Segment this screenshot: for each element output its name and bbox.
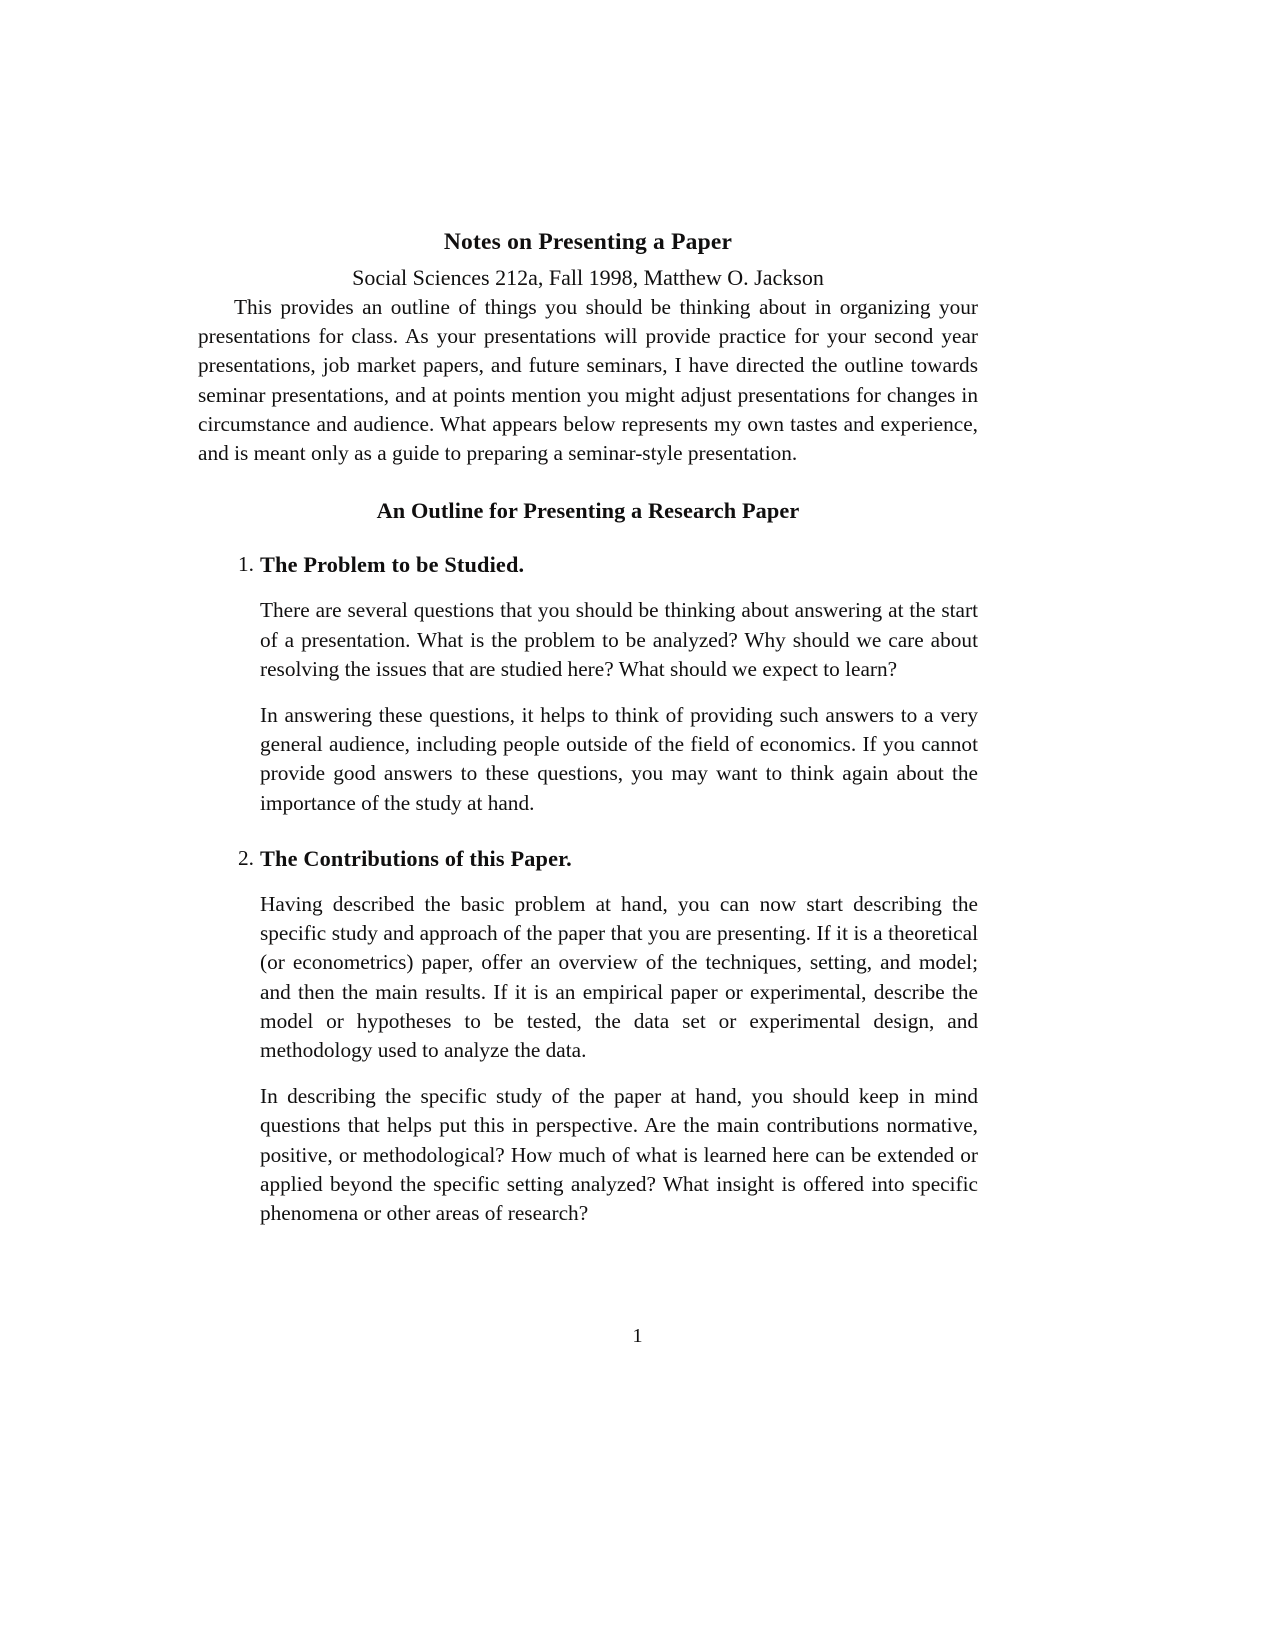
page-number: 1 — [632, 1325, 643, 1347]
page-title: Notes on Presenting a Paper — [443, 229, 733, 255]
list-item — [198, 844, 978, 1228]
intro-paragraph: This provides an outline of things you should be thinking about in organizing your presentations for class. As your presentations will provide practice for your second year presentations, job market papers, and future seminars, I have directed the outline towards seminar presentations, and at points mention you might adjust presentations for changes in circumstance and audience. What appears below represents my own tastes and experience, and is meant only as a guide to preparing a seminar-style presentation. — [198, 294, 978, 465]
list-item — [198, 550, 978, 818]
list-item-number: 1. — [238, 552, 254, 577]
list-item-paragraph: In describing the specific study of the paper at hand, you should keep in mind questions that helps put this in perspective. Are the main contributions normative, positive, or methodological? How much of what is learned here can be extended or applied beyond the specific setting analyzed? What insight is offered into specific phenomena or other areas of research? — [260, 1084, 978, 1226]
document-content — [198, 228, 978, 1228]
list-item-title: The Contributions of this Paper. — [260, 845, 572, 871]
document-subtitle: Social Sciences 212a, Fall 1998, Matthew O. Jackson — [352, 265, 824, 291]
outline-list — [198, 550, 978, 1228]
list-item-number: 2. — [238, 845, 254, 870]
list-item-title: The Problem to be Studied. — [260, 552, 525, 578]
section-heading: An Outline for Presenting a Research Paper — [376, 498, 800, 524]
list-item-paragraph: Having described the basic problem at hand, you can now start describing the specific study and approach of the paper that you are presenting. If it is a theoretical (or econometrics) paper, offer an overview of the techniques, setting, and model; and then the main results. If it is an empirical paper or experimental, describe the model or hypotheses to be tested, the data set or experimental design, and methodology used to analyze the data. — [260, 892, 978, 1063]
list-item-paragraph: There are several questions that you should be thinking about answering at the start of a presentation. What is the problem to be analyzed? Why should we care about resolving the issues that are studied here? What should we expect to learn? — [260, 598, 978, 681]
list-item-paragraph: In answering these questions, it helps to think of providing such answers to a very general audience, including people outside of the field of economics. If you cannot provide good answers to these questions, you may want to think again about the importance of the study at hand. — [260, 703, 978, 815]
